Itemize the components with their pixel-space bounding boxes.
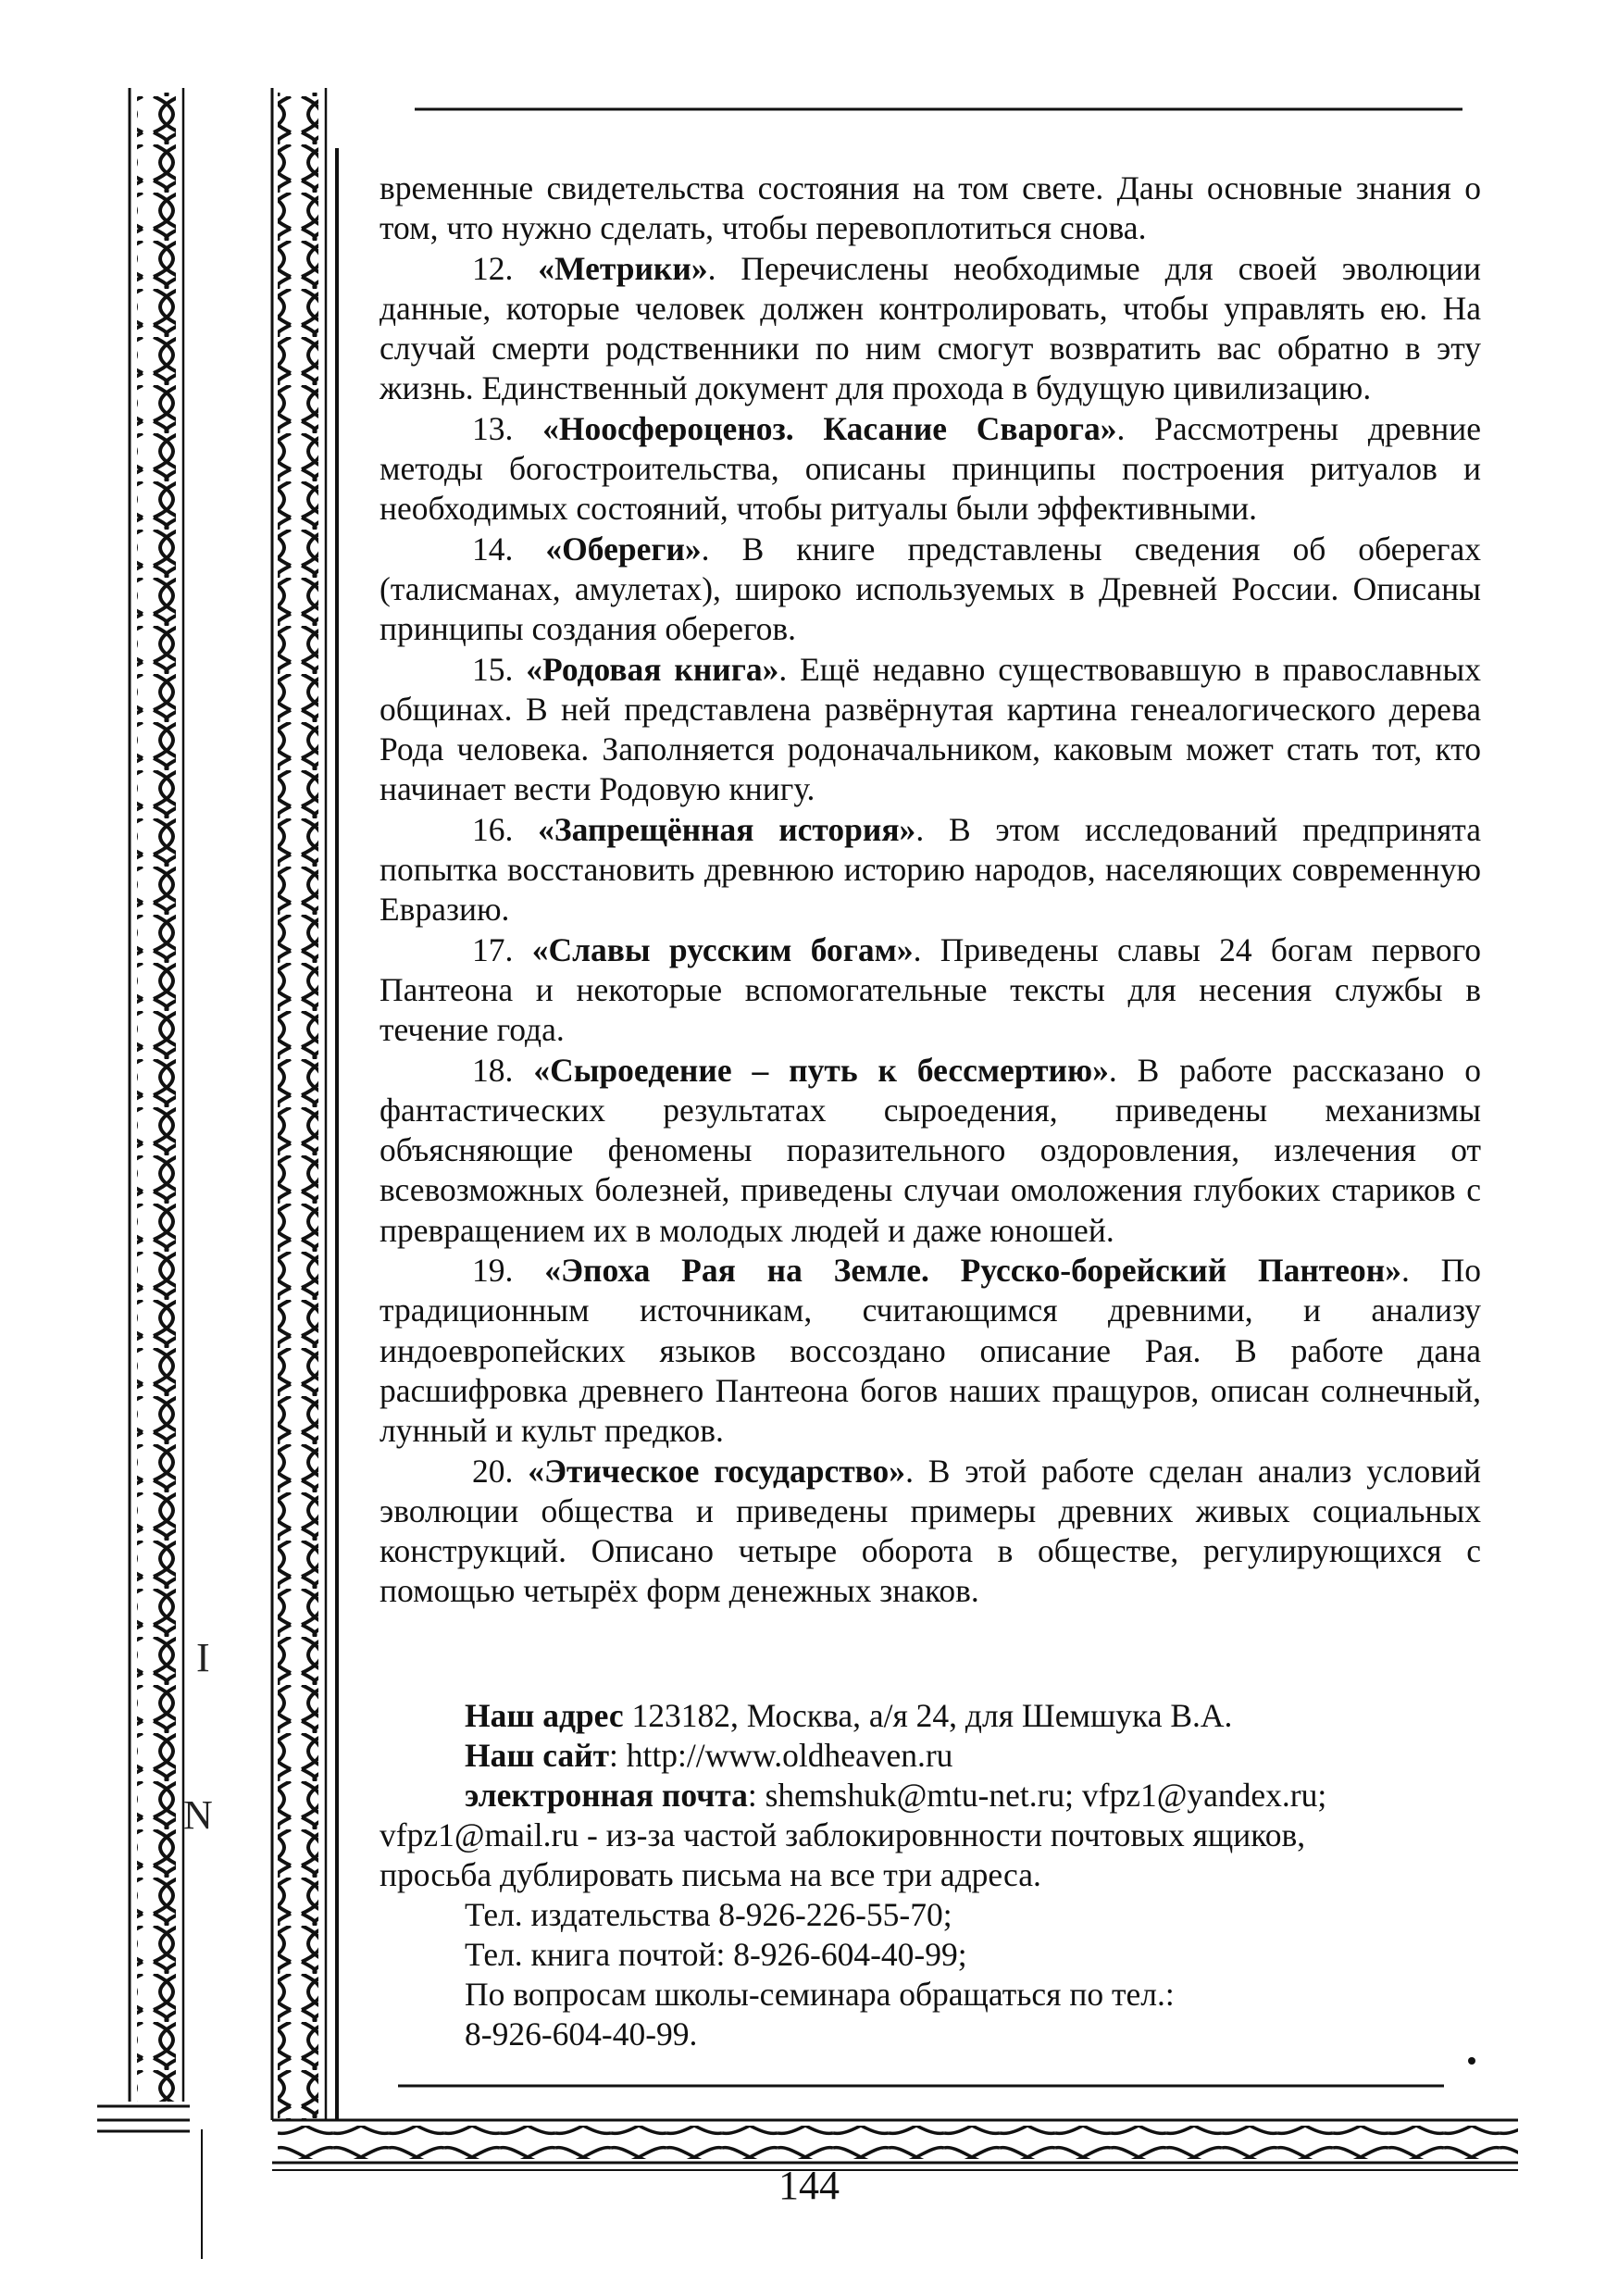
seminar-phone: 8-926-604-40-99.	[465, 2015, 698, 2053]
list-item	[380, 249, 1481, 409]
item-text: . Приведены славы 24 богам первого Пантеона и некоторые вспомогательные тексты для несения службы в течение года.	[380, 930, 1482, 1049]
item-text: . По традиционным источникам, считающимся древними, и анализу индоевропейских языков воссоздано описание Рая. В работе дана расшифровка древнего Пантеона богов наших пращуров, описан солнечный, лунный и культ предков.	[380, 1252, 1482, 1450]
margin-fragment-1: I	[196, 1635, 210, 1680]
list-item	[380, 409, 1481, 530]
page-number: 144	[778, 2163, 840, 2208]
list-item	[380, 530, 1481, 650]
item-title: «Этическое государство»	[528, 1452, 906, 1490]
address-label: Наш адрес	[465, 1697, 624, 1734]
item-title: «Славы русским богам»	[531, 930, 914, 968]
item-title: «Эпоха Рая на Земле. Русско-борейский Пантеон»	[544, 1252, 1401, 1290]
item-text: . В работе рассказано о фантастических результатах сыроедения, приведены механизмы объясняющие феномены поразительного оздоровления, излечения от всевозможных болезней, приведены случаи омоложения глубоких стариков с превращением их в молодых людей и даже юношей.	[380, 1051, 1481, 1249]
list-item	[380, 810, 1481, 930]
item-number: 18.	[472, 1051, 534, 1089]
address-value: 123182, Москва, а/я 24, для Шемшука В.А.	[623, 1697, 1233, 1734]
item-text: . Рассмотрены древние методы богостроительства, описаны принципы построения ритуалов и необходимых состояний, чтобы ритуалы были эффективными.	[380, 409, 1481, 528]
book-list	[380, 168, 1481, 1612]
site-value: : http://www.oldheaven.ru	[609, 1737, 953, 1774]
item-title: «Запрещённая история»	[538, 810, 916, 848]
item-text: . Перечислены необходимые для своей эволюции данные, которые человек должен контролировать, чтобы управлять ею. На случай смерти родственники по ним смогут возвратить вас обратно в эту жизнь. Единственный документ для прохода в будущую цивилизацию.	[380, 249, 1482, 407]
list-item	[380, 1251, 1481, 1451]
email-value: : shemshuk@mtu-net.ru; vfpz1@yandex.ru;	[747, 1777, 1327, 1814]
phone-publisher: Тел. издательства 8-926-226-55-70;	[465, 1896, 952, 1933]
item-number: 14.	[472, 530, 546, 568]
list-item	[380, 1051, 1481, 1251]
item-number: 19.	[472, 1252, 545, 1290]
phone-mail-order: Тел. книга почтой: 8-926-604-40-99;	[465, 1936, 967, 1973]
item-number: 20.	[472, 1452, 529, 1490]
item-text: . В этой работе сделан анализ условий эволюции общества и приведены примеры древних живых социальных конструкций. Описано четыре оборота в обществе, регулирующихся с помощью четырёх форм денежных знаков.	[380, 1452, 1482, 1610]
address-line	[380, 1696, 1490, 1736]
continuation-paragraph: временные свидетельства состояния на том свете. Даны основные знания о том, что нужно сделать, чтобы перевоплотиться снова.	[380, 169, 1481, 247]
margin-fragment-2: N	[183, 1792, 213, 1838]
email-line-3: просьба дублировать письма на все три адреса.	[380, 1856, 1041, 1893]
list-item	[380, 930, 1481, 1051]
email-label: электронная почта	[465, 1777, 748, 1814]
item-title: «Обереги»	[545, 530, 702, 568]
item-text: . В книге представлены сведения об оберегах (талисманах, амулетах), широко используемых в Древней России. Описаны принципы создания оберегов.	[380, 530, 1481, 648]
item-title: «Родовая книга»	[526, 650, 779, 688]
item-number: 13.	[472, 409, 543, 447]
item-number: 17.	[472, 930, 532, 968]
item-text: . Ещё недавно существовавшую в православных общинах. В ней представлена развёрнутая картина генеалогического дерева Рода человека. Заполняется родоначальником, каковым может стать тот, кто начинает вести Родовую книгу.	[380, 650, 1481, 808]
site-line	[380, 1736, 1490, 1776]
list-item	[380, 650, 1481, 810]
contact-block	[380, 1696, 1490, 2054]
item-title: «Ноосфероценоз. Касание Сварога»	[542, 409, 1117, 447]
item-title: «Метрики»	[538, 249, 708, 287]
item-number: 16.	[472, 810, 539, 848]
seminar-line: По вопросам школы-семинара обращаться по тел.:	[465, 1976, 1175, 2013]
item-text: . В этом исследований предпринята попытка восстановить древнюю историю народов, населяющих современную Евразию.	[380, 810, 1481, 929]
item-number: 12.	[472, 249, 539, 287]
item-title: «Сыроедение – путь к бессмертию»	[533, 1051, 1109, 1089]
list-item	[380, 1452, 1481, 1612]
email-line-2: vfpz1@mail.ru - из-за частой заблокировнности почтовых ящиков,	[380, 1816, 1306, 1853]
site-label: Наш сайт	[465, 1737, 610, 1774]
email-line	[380, 1776, 1490, 1816]
item-number: 15.	[472, 650, 527, 688]
